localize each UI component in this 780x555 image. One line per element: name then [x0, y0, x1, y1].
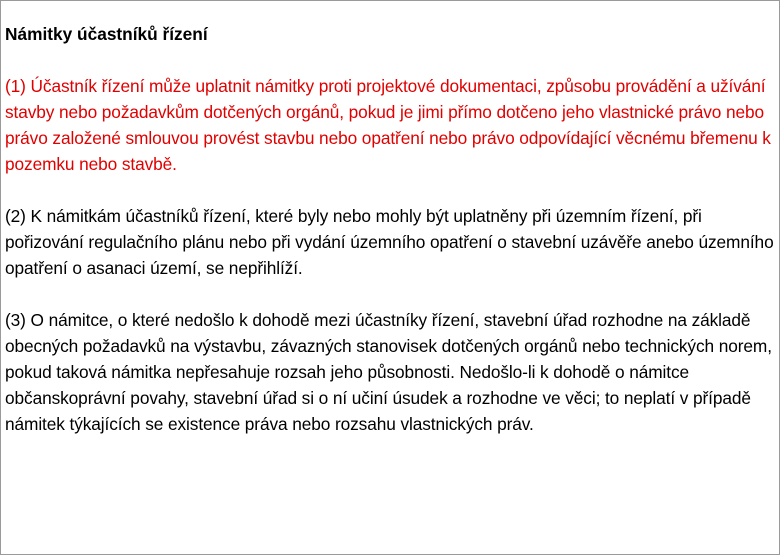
document-title: Námitky účastníků řízení [5, 24, 208, 44]
paragraph-1: (1) Účastník řízení může uplatnit námitky proti projektové dokumentaci, způsobu provádění a užívání stavby nebo požadavkům dotčených orgánů, pokud je jimi přímo dotčeno jeho vlastnické právo nebo právo založené smlouvou provést stavbu nebo opatření nebo právo odpovídající věcnému břemenu k pozemku nebo stavbě. [5, 76, 771, 174]
paragraph-2: (2) K námitkám účastníků řízení, které byly nebo mohly být uplatněny při územním řízení, při pořizování regulačního plánu nebo při vydání územního opatření o stavební uzávěře anebo územního opatření o asanaci území, se nepřihlíží. [5, 206, 774, 278]
document-content [5, 21, 777, 463]
paragraph-3: (3) O námitce, o které nedošlo k dohodě mezi účastníky řízení, stavební úřad rozhodne na základě obecných požadavků na výstavbu, závazných stanovisek dotčených orgánů nebo technických norem, pokud taková námitka nepřesahuje rozsah jeho působnosti. Nedošlo-li k dohodě o námitce občanskoprávní povahy, stavební úřad si o ní učiní úsudek a rozhodne ve věci; to neplatí v případě námitek týkajících se existence práva nebo rozsahu vlastnických práv. [5, 310, 772, 434]
